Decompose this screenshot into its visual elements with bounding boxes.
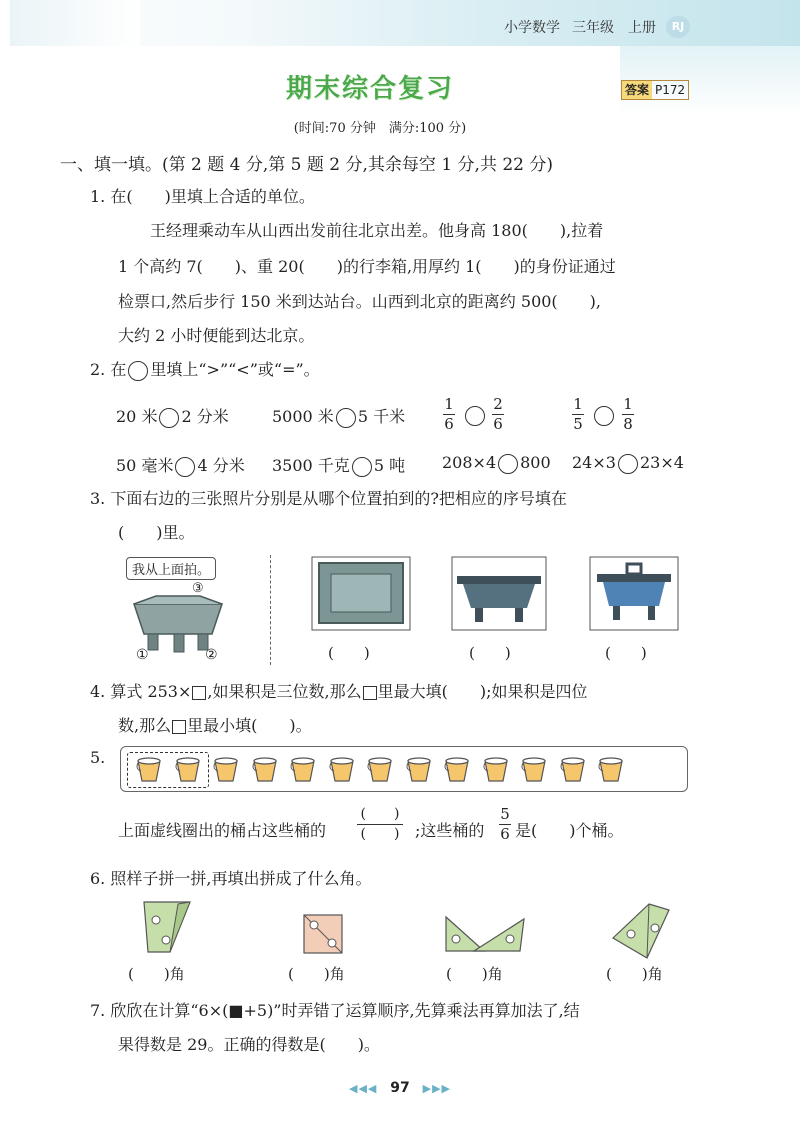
angle-answer-3[interactable]: ( )角	[446, 965, 503, 983]
prev-arrows: ◀◀◀	[348, 1082, 378, 1095]
q2-r2-b	[272, 453, 405, 477]
answer-blank-1[interactable]: ( )	[328, 644, 370, 662]
cmp-left: 24×3	[572, 453, 616, 472]
bucket-icon	[135, 755, 163, 783]
photo-front-view	[451, 556, 547, 631]
puzzle-shape-4	[609, 902, 671, 960]
bucket-icon	[443, 755, 471, 783]
q4-part-3: 里最大填( );如果积是四位	[377, 682, 588, 701]
header-decoration	[10, 0, 140, 46]
angle-answer-4[interactable]: ( )角	[606, 965, 663, 983]
cmp-left: 3500 千克	[272, 456, 350, 475]
page-number: 97	[390, 1080, 410, 1096]
answer-blank-3[interactable]: ( )	[605, 644, 647, 662]
cmp-right: 5 千米	[357, 407, 406, 426]
answer-label: 答案	[622, 81, 652, 99]
speech-bubble: 我从上面拍。	[126, 557, 216, 580]
compare-circle[interactable]	[159, 408, 179, 428]
cmp-left: 5000 米	[272, 407, 334, 426]
cmp-right: 5 吨	[373, 456, 406, 475]
compare-circle[interactable]	[498, 454, 518, 474]
bucket-icon	[212, 755, 240, 783]
bucket-icon	[520, 755, 548, 783]
numerator: 2	[493, 395, 503, 413]
denominator: 8	[623, 415, 633, 433]
bucket-icon	[251, 755, 279, 783]
compare-circle[interactable]	[594, 406, 614, 426]
bucket-icon	[174, 755, 202, 783]
denominator: 5	[573, 415, 583, 433]
next-arrows: ▶▶▶	[422, 1082, 451, 1095]
blank-square	[192, 686, 206, 700]
q3-line-2: ( )里。	[118, 523, 195, 542]
header-subject: 小学数学	[504, 20, 560, 36]
q2-r2-d	[572, 453, 684, 474]
compare-circle	[128, 361, 148, 381]
bucket-icon	[366, 755, 394, 783]
photo-side-view	[589, 556, 679, 631]
q4-part-2: ,如果积是三位数,那么	[207, 682, 362, 701]
puzzle-shape-2	[302, 913, 344, 955]
q2-stem-a: 2. 在	[90, 360, 127, 379]
puzzle-shape-1	[140, 898, 192, 956]
paren-top: ( )	[360, 806, 400, 822]
bucket-panel	[120, 746, 688, 792]
q5-text-c: 是( )个桶。	[515, 821, 624, 840]
cmp-left: 20 米	[116, 407, 158, 426]
answer-blank-2[interactable]: ( )	[469, 644, 511, 662]
fraction-1-5	[572, 396, 584, 433]
q2-r2-c	[442, 453, 551, 474]
q5-number: 5.	[90, 748, 106, 767]
denominator: 6	[444, 415, 454, 433]
bucket-icon	[405, 755, 433, 783]
answer-page: P172	[655, 83, 686, 97]
fraction-1-6	[443, 396, 455, 433]
numerator: 1	[573, 395, 583, 413]
q4-part-1: 4. 算式 253×	[90, 682, 192, 701]
edition-badge: RJ	[666, 16, 690, 38]
position-mark-2: ②	[205, 647, 218, 663]
bucket-icon	[289, 755, 317, 783]
fraction-5-6	[499, 806, 511, 843]
q1-line-1: 王经理乘动车从山西出发前往北京出差。他身高 180( ),拉着	[150, 221, 604, 240]
denominator: 6	[500, 825, 510, 843]
cmp-right: 4 分米	[197, 456, 245, 475]
header-term: 上册	[628, 20, 656, 36]
q4-part-5: 里最小填( )。	[187, 716, 312, 735]
cmp-left: 208×4	[442, 453, 497, 472]
compare-circle[interactable]	[352, 457, 372, 477]
angle-answer-2[interactable]: ( )角	[288, 965, 345, 983]
compare-circle[interactable]	[465, 406, 485, 426]
position-mark-1: ①	[136, 647, 149, 663]
cmp-right: 800	[520, 453, 551, 472]
answer-ref	[621, 80, 689, 100]
blank-square	[363, 686, 377, 700]
q1-line-4: 大约 2 小时便能到达北京。	[118, 326, 315, 345]
q2-stem-b: 里填上“>”“<”或“=”。	[150, 360, 320, 379]
q5-text-b: ;这些桶的	[415, 821, 485, 840]
bucket-icon	[482, 755, 510, 783]
q6-stem: 6. 照样子拼一拼,再填出拼成了什么角。	[90, 869, 372, 888]
compare-circle[interactable]	[336, 408, 356, 428]
numerator: 1	[623, 395, 633, 413]
q1-stem: 1. 在( )里填上合适的单位。	[90, 187, 315, 206]
fraction-1-8	[622, 396, 634, 433]
q2-r1-b	[272, 404, 405, 428]
q4-line-1	[90, 679, 587, 702]
q3-line-1: 3. 下面右边的三张照片分别是从哪个位置拍到的?把相应的序号填在	[90, 489, 567, 508]
paren-bottom: ( )	[360, 826, 400, 842]
compare-circle[interactable]	[175, 457, 195, 477]
position-mark-3: ③	[192, 581, 204, 596]
q2-r2-a	[116, 453, 245, 477]
bucket-icon	[597, 755, 625, 783]
cauldron-illustration	[126, 594, 230, 654]
q1-line-3: 检票口,然后步行 150 米到达站台。山西到北京的距离约 500( ),	[118, 292, 601, 311]
bucket-icon	[559, 755, 587, 783]
q7-line-1: 7. 欣欣在计算“6×(■+5)”时弄错了运算顺序,先算乘法再算加法了,结	[90, 1001, 580, 1020]
denominator: 6	[493, 415, 503, 433]
cmp-right: 23×4	[639, 453, 684, 472]
q2-stem	[90, 357, 320, 381]
compare-circle[interactable]	[618, 454, 638, 474]
section1-heading: 一、填一填。(第 2 题 4 分,第 5 题 2 分,其余每空 1 分,共 22 分)	[60, 155, 554, 175]
divider	[270, 555, 271, 665]
q5-blank-fraction[interactable]	[357, 806, 403, 843]
numerator: 5	[500, 805, 510, 823]
q4-part-4: 数,那么	[118, 716, 172, 735]
page-title: 期末综合复习	[285, 74, 454, 104]
bucket-icon	[328, 755, 356, 783]
time-info: (时间:70 分钟 满分:100 分)	[293, 121, 467, 136]
blank-square	[172, 720, 186, 734]
fraction-2-6	[492, 396, 504, 433]
cmp-left: 50 毫米	[116, 456, 174, 475]
q5-text-a: 上面虚线圈出的桶占这些桶的	[118, 821, 327, 840]
page-footer	[0, 1080, 800, 1096]
q4-line-2	[118, 713, 312, 736]
photo-top-view	[311, 556, 411, 631]
cmp-right: 2 分米	[181, 407, 229, 426]
bucket-row	[121, 747, 687, 791]
puzzle-shape-3	[444, 915, 526, 957]
header-grade: 三年级	[572, 20, 614, 36]
q1-line-2: 1 个高约 7( )、重 20( )的行李箱,用厚约 1( )的身份证通过	[118, 257, 616, 276]
q2-r1-a	[116, 404, 229, 428]
numerator: 1	[444, 395, 454, 413]
q7-line-2: 果得数是 29。正确的得数是( )。	[118, 1035, 380, 1054]
angle-answer-1[interactable]: ( )角	[128, 965, 185, 983]
